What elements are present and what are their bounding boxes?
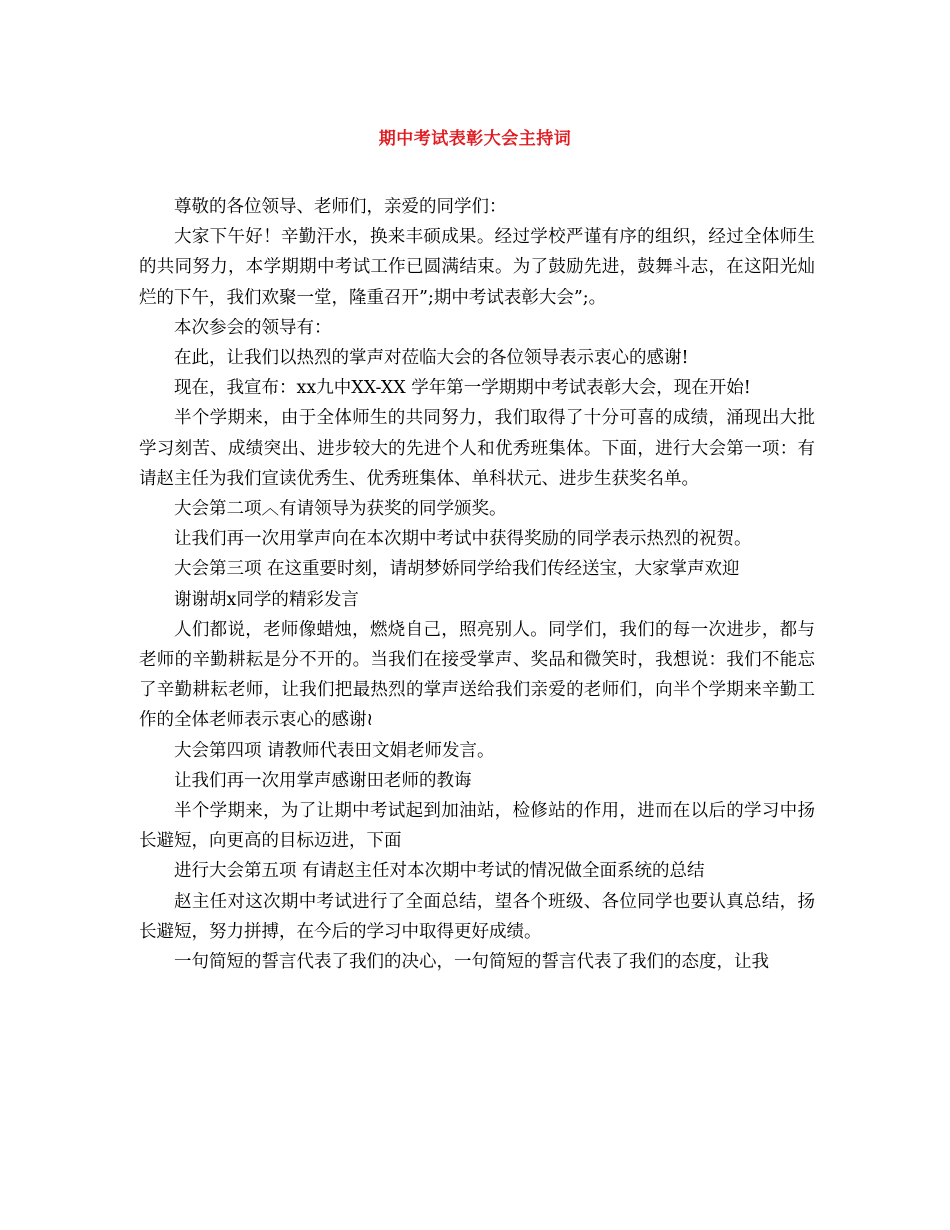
paragraph: 进行大会第五项 有请赵主任对本次期中考试的情况做全面系统的总结 bbox=[174, 861, 705, 882]
paragraph: 本次参会的领导有： bbox=[174, 317, 332, 338]
paragraph: 大会第四项 请教师代表田文娟老师发言。 bbox=[174, 740, 495, 761]
paragraph: 大会第二项︿有请领导为获奖的同学颁奖。 bbox=[174, 499, 507, 520]
paragraph: 半个学期来，为了让期中考试起到加油站，检修站的作用，进而在以后的学习中扬长避短，向更高的目标迈进，下面 bbox=[139, 801, 815, 852]
paragraph: 大会第三项 在这重要时刻，请胡梦娇同学给我们传经送宝，大家掌声欢迎 bbox=[174, 559, 740, 580]
document-body bbox=[139, 192, 815, 977]
paragraph: 半个学期来，由于全体师生的共同努力，我们取得了十分可喜的成绩，涌现出大批学习刻苦、成绩突出、进步较大的先进个人和优秀班集体。下面，进行大会第一项：有请赵主任为我们宣读优秀生、优秀班集体、单科状元、进步生获奖名单。 bbox=[139, 408, 815, 489]
paragraph: 一句简短的誓言代表了我们的决心，一句简短的誓言代表了我们的态度，让我 bbox=[174, 952, 769, 973]
document-title: 期中考试表彰大会主持词 bbox=[378, 129, 572, 149]
paragraph: 尊敬的各位领导、老师们，亲爱的同学们： bbox=[174, 197, 507, 217]
paragraph: 大家下午好！辛勤汗水，换来丰硕成果。经过学校严谨有序的组织，经过全体师生的共同努力，本学期期中考试工作已圆满结束。为了鼓励先进，鼓舞斗志，在这阳光灿烂的下午，我们欢聚一堂，隆重召开”;期中考试表彰大会”;。 bbox=[139, 227, 815, 308]
paragraph: 人们都说，老师像蜡烛，燃烧自己，照亮别人。同学们，我们的每一次进步，都与老师的辛勤耕耘是分不开的。当我们在接受掌声、奖品和微笑时，我想说：我们不能忘了辛勤耕耘老师，让我们把最热烈的掌声送给我们亲爱的老师们，向半个学期来辛勤工作的全体老师表示衷心的感谢≀ bbox=[139, 619, 815, 731]
paragraph: 让我们再一次用掌声感谢田老师的教诲 bbox=[174, 770, 472, 791]
paragraph: 谢谢胡x同学的精彩发言 bbox=[174, 589, 359, 610]
paragraph: 现在，我宣布：xx九中XX-XX 学年第一学期期中考试表彰大会，现在开始! bbox=[174, 378, 751, 399]
paragraph: 在此，让我们以热烈的掌声对莅临大会的各位领导表示衷心的感谢! bbox=[174, 348, 689, 369]
paragraph: 赵主任对这次期中考试进行了全面总结，望各个班级、各位同学也要认真总结，扬长避短，努力拼搏，在今后的学习中取得更好成绩。 bbox=[139, 891, 815, 942]
paragraph: 让我们再一次用掌声向在本次期中考试中获得奖励的同学表示热烈的祝贺。 bbox=[174, 529, 752, 550]
